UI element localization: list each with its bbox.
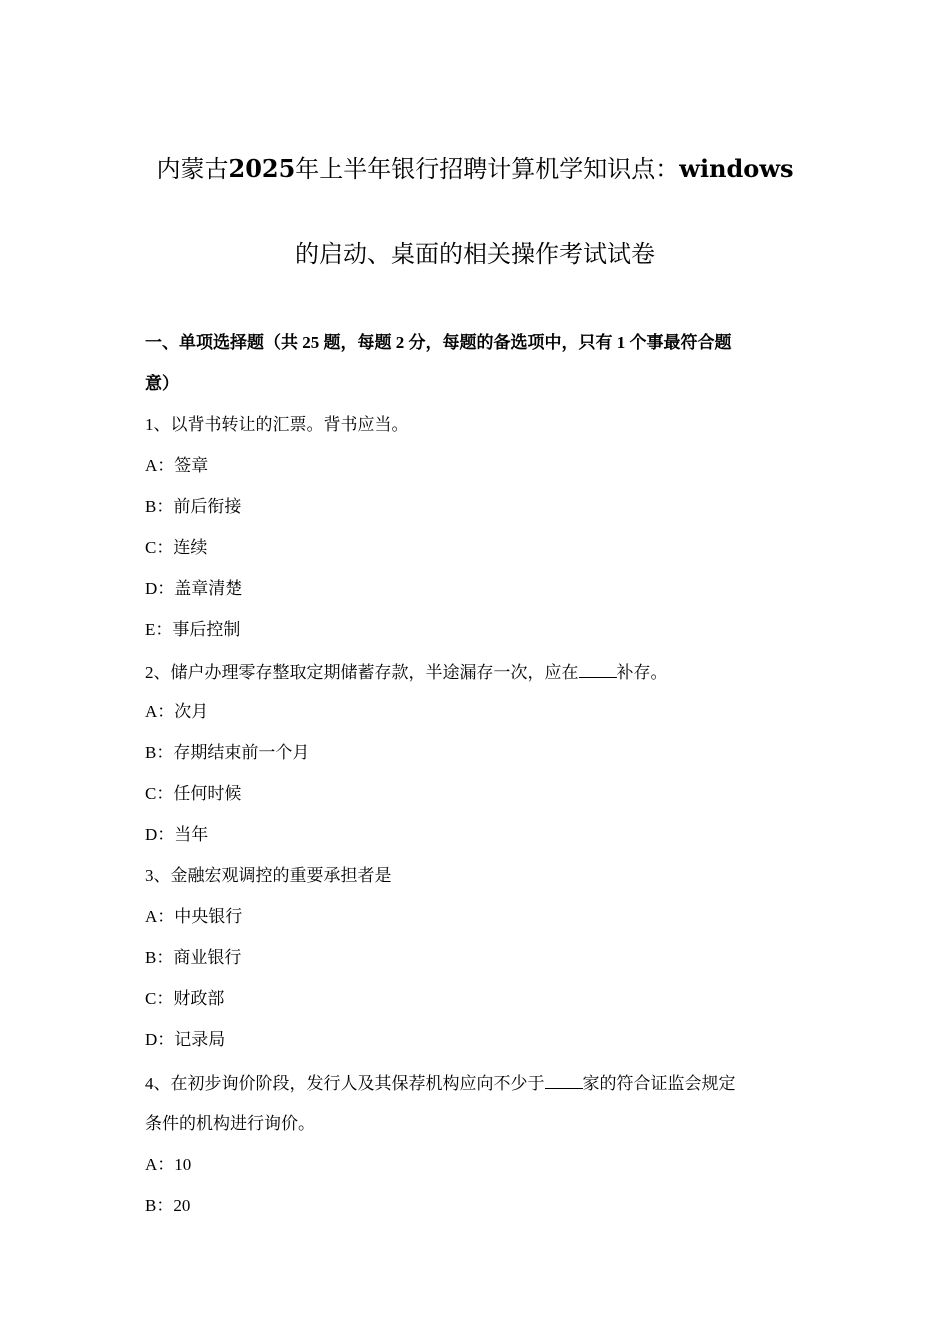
question-1-option-d: D：盖章清楚 [145, 579, 243, 598]
section-heading-line1: 一、单项选择题（共 25 题，每题 2 分，每题的备选项中，只有 1 个事最符合题 [145, 333, 732, 352]
question-4-option-b: B：20 [145, 1196, 191, 1215]
question-4-option-a: A：10 [145, 1155, 192, 1174]
document-title-line2: 的启动、桌面的相关操作考试试卷 [295, 240, 655, 268]
title-middle: 年上半年银行招聘计算机学知识点： [295, 155, 680, 183]
question-3-option-d: D：记录局 [145, 1030, 226, 1049]
title-year: 2025 [228, 154, 296, 183]
question-3-option-b: B：商业银行 [145, 948, 242, 967]
answer-blank [545, 1072, 583, 1089]
question-1-option-b: B：前后衔接 [145, 497, 242, 516]
section-heading-line2: 意） [145, 374, 179, 393]
question-2-option-d: D：当年 [145, 825, 209, 844]
title-prefix: 内蒙古 [156, 155, 229, 183]
question-2-option-a: A：次月 [145, 702, 209, 721]
question-4-stem-before: 4、在初步询价阶段，发行人及其保荐机构应向不少于 [145, 1074, 545, 1093]
question-3-option-c: C：财政部 [145, 989, 225, 1008]
question-3-stem: 3、金融宏观调控的重要承担者是 [145, 866, 392, 885]
question-1-option-e: E：事后控制 [145, 620, 241, 639]
document-title-line1 [0, 154, 950, 184]
question-2-stem [145, 661, 810, 683]
question-2-option-b: B：存期结束前一个月 [145, 743, 310, 762]
question-1-option-a: A：签章 [145, 456, 209, 475]
question-2-option-c: C：任何时候 [145, 784, 242, 803]
question-2-stem-after: 补存。 [616, 663, 668, 682]
question-1-stem: 1、以背书转让的汇票。背书应当。 [145, 415, 409, 434]
question-2-stem-before: 2、储户办理零存整取定期储蓄存款，半途漏存一次，应在 [145, 663, 579, 682]
question-1-option-c: C：连续 [145, 538, 208, 557]
answer-blank [579, 661, 617, 678]
title-suffix: windows [679, 154, 794, 183]
question-4-stem-after: 家的符合证监会规定 [582, 1074, 736, 1093]
question-3-option-a: A：中央银行 [145, 907, 243, 926]
question-4-stem-line2: 条件的机构进行询价。 [145, 1114, 315, 1133]
question-4-stem [145, 1072, 810, 1094]
